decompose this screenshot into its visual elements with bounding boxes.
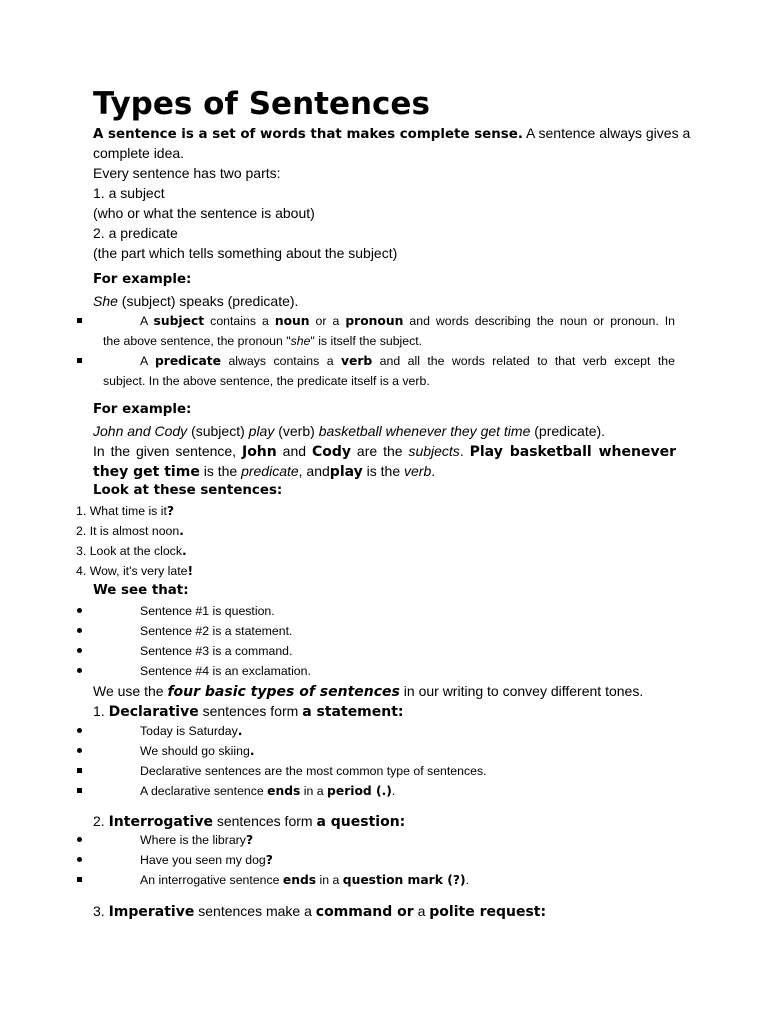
list-item: Sentence #3 is a command. [140,644,293,658]
definition-lead: A sentence is a set of words that makes complete sense. [93,127,523,142]
round-bullet-icon [77,857,82,862]
list-item: Where is the library? [140,833,254,847]
example-2-sentence: John and Cody (subject) play (verb) basketball whenever they get time (predicate). [93,423,606,439]
intro-line-6: 2. a predicate [93,225,178,241]
example-heading-2: For example: [93,402,192,417]
intro-line-1: A sentence is a set of words that makes complete sense. A sentence always gives a [93,125,691,142]
round-bullet-icon [77,608,82,613]
types-intro: We use the four basic types of sentences in our writing to convey different tones. [93,683,644,700]
round-bullet-icon [77,648,82,653]
intro-line-4: 1. a subject [93,185,165,201]
square-bullet-icon [77,358,82,363]
intro-line-7: (the part which tells something about the subject) [93,245,398,261]
interrogative-heading: 2. Interrogative sentences form a question: [93,813,406,830]
list-item: Have you seen my dog? [140,853,273,867]
example-2-explanation-2: they get time is the predicate, andplay is the verb. [93,463,436,480]
square-bullet-icon [77,877,82,882]
declarative-heading: 1. Declarative sentences form a statement: [93,703,404,720]
intro-line-5: (who or what the sentence is about) [93,205,315,221]
round-bullet-icon [77,628,82,633]
imperative-heading: 3. Imperative sentences make a command or a polite request: [93,903,547,920]
square-bullet-icon [77,768,82,773]
list-item: 2. It is almost noon. [76,524,184,538]
declarative-note: Declarative sentences are the most common type of sentences. [140,764,487,778]
list-item: 1. What time is it? [76,504,175,518]
list-item: 4. Wow, it's very late! [76,564,194,578]
list-item: Sentence #1 is question. [140,604,275,618]
predicate-definition: A predicate always contains a verb and all the words related to that verb except the subject. In the above sentence, the predicate itself is a verb. [103,354,675,388]
intro-line-2: complete idea. [93,145,185,161]
list-item: Sentence #2 is a statement. [140,624,293,638]
round-bullet-icon [77,728,82,733]
look-heading: Look at these sentences: [93,483,283,498]
round-bullet-icon [77,668,82,673]
square-bullet-icon [77,318,82,323]
page-title: Types of Sentences [93,86,430,122]
example-heading-1: For example: [93,272,192,287]
see-heading: We see that: [93,583,189,598]
list-item: 3. Look at the clock. [76,544,187,558]
round-bullet-icon [77,748,82,753]
declarative-ending-note: A declarative sentence ends in a period (.). [140,784,396,798]
example-1-sentence: She (subject) speaks (predicate). [93,293,299,309]
example-2-explanation-1: In the given sentence, John and Cody are the subjects. Play basketball whenever [93,443,677,460]
subject-definition: A subject contains a noun or a pronoun and words describing the noun or pronoun. In the above sentence, the pronoun "she" is itself the subject. [103,314,676,348]
list-item: Sentence #4 is an exclamation. [140,664,311,678]
square-bullet-icon [77,788,82,793]
interrogative-ending-note: An interrogative sentence ends in a question mark (?). [140,873,469,887]
round-bullet-icon [77,837,82,842]
list-item: We should go skiing. [140,744,255,758]
list-item: Today is Saturday. [140,724,243,738]
intro-line-3: Every sentence has two parts: [93,165,281,181]
